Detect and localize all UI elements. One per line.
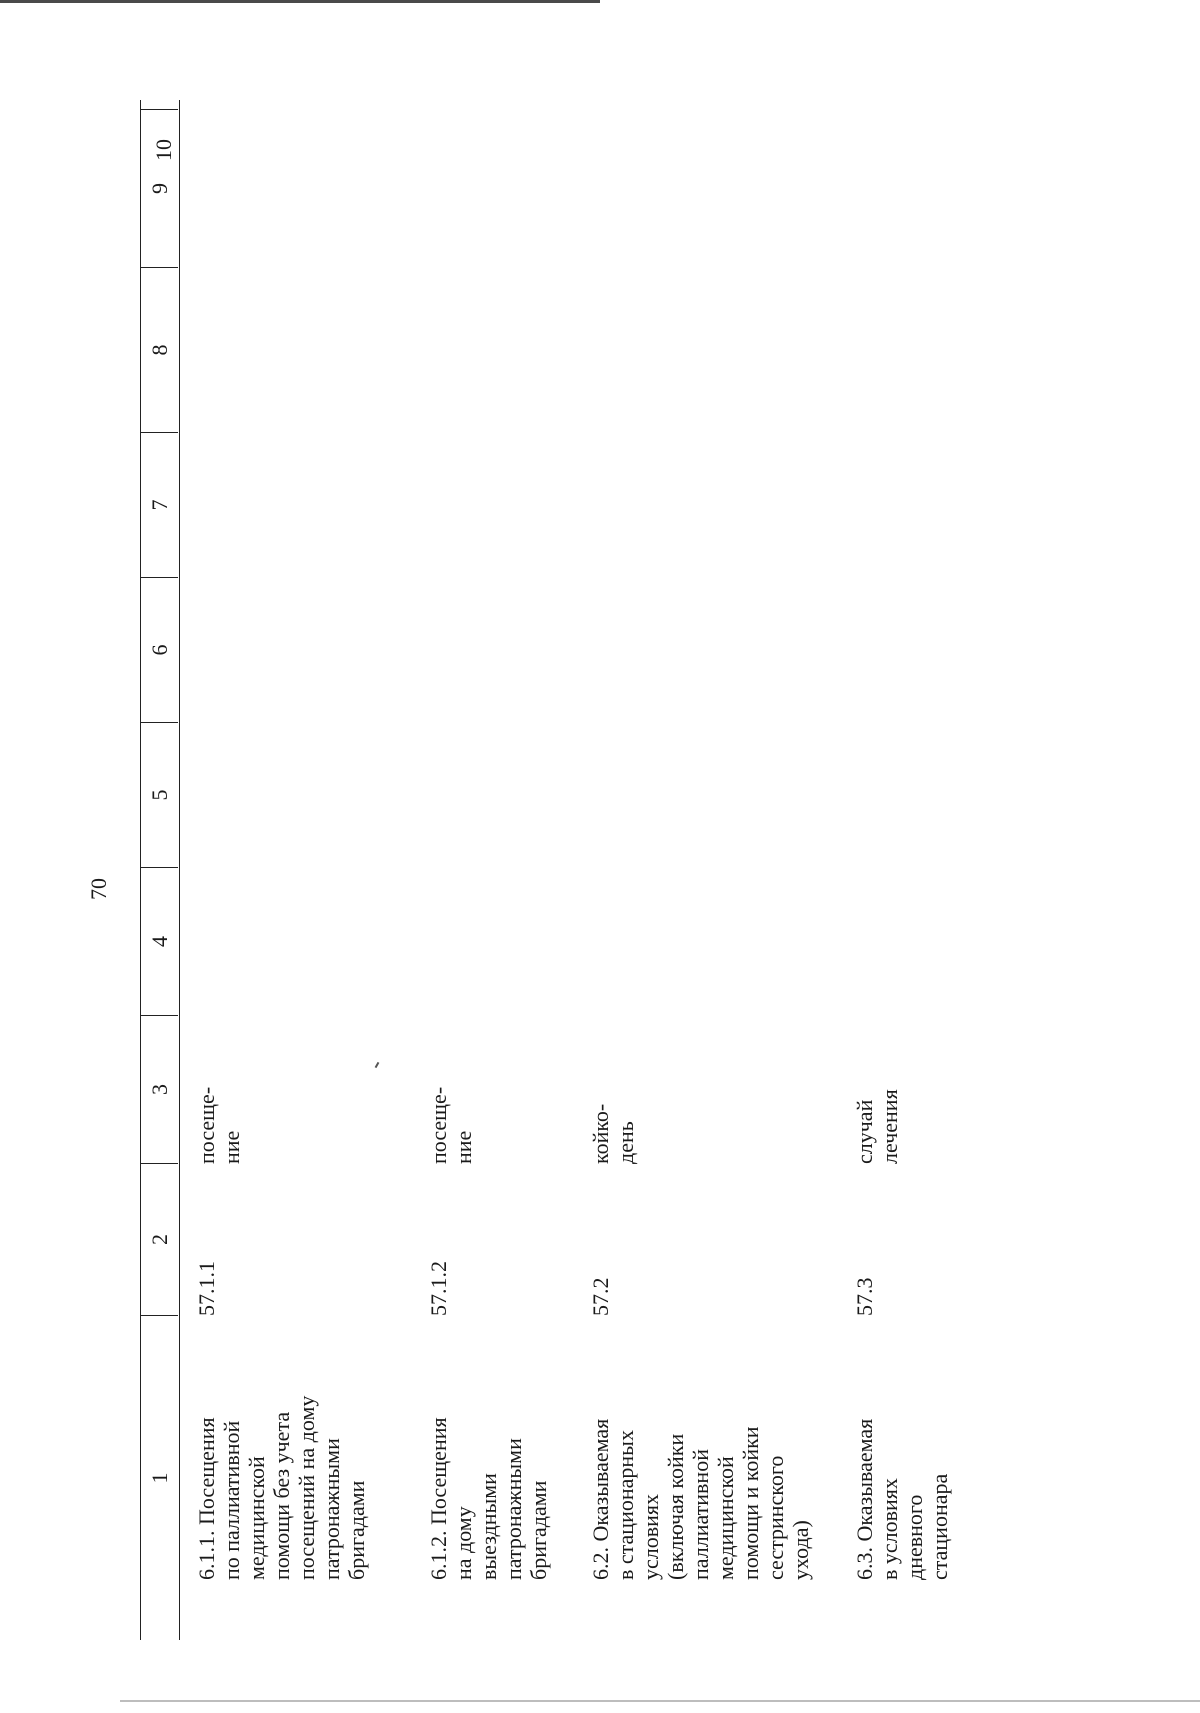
row-code: 57.2: [588, 1277, 613, 1316]
row-unit: посеще- ние: [426, 1086, 476, 1164]
header-col-4: 4: [141, 868, 178, 1016]
top-scan-edge: [0, 0, 600, 3]
header-col-5: 5: [141, 723, 178, 868]
row-unit: койко- день: [588, 1103, 638, 1164]
data-table: [140, 100, 952, 1640]
table-header-row: [140, 100, 180, 1640]
header-col-6: 6: [141, 578, 178, 723]
page-number: 70: [86, 878, 111, 900]
row-code: 57.1.1: [194, 1261, 219, 1316]
header-col-3: 3: [141, 1016, 178, 1164]
row-name: 6.3. Оказываемая в условиях дневного стационара: [852, 1418, 952, 1580]
row-name: 6.1.1. Посещения по паллиативной медицинской помощи без учета посещений на дому патронажными бригадами: [194, 1395, 369, 1580]
header-col-2: 2: [141, 1164, 178, 1316]
header-col-8: 8: [141, 268, 178, 433]
row-unit: случай лечения: [852, 1089, 902, 1164]
row-name: 6.2. Оказываемая в стационарных условиях (включая койки паллиативной медицинской помощи и койки сестринского ухода): [588, 1418, 813, 1580]
row-unit: посеще- ние: [194, 1086, 244, 1164]
header-col-9: 9: [141, 110, 178, 268]
bottom-scan-edge: [120, 1700, 1200, 1702]
header-col-10-label: 10: [151, 139, 176, 161]
row-code: 57.3: [852, 1277, 877, 1316]
header-col-10: [141, 100, 178, 110]
row-name: 6.1.2. Посещения на дому выездными патронажными бригадами: [426, 1417, 551, 1580]
row-code: 57.1.2: [426, 1261, 451, 1316]
header-col-1: 1: [146, 1472, 172, 1484]
header-col-7: 7: [141, 433, 178, 578]
